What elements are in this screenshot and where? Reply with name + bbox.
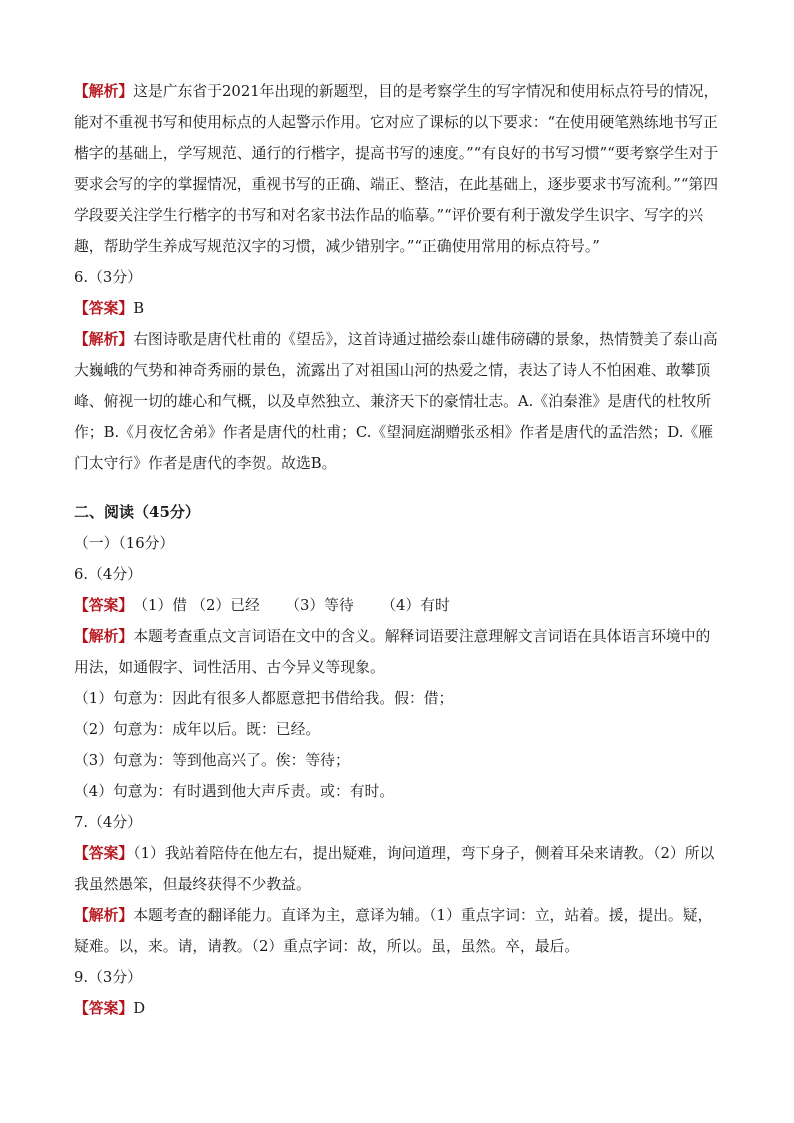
answer-line	[74, 993, 724, 1024]
answer-item: （4）有时	[381, 597, 450, 614]
list-item: （4）句意为：有时遇到他大声斥责。或：有时。	[74, 783, 395, 800]
answer-text: （1）我站着陪侍在他左右，提出疑难，询问道理，弯下身子，侧着耳朵来请教。（2）所以我虽然愚笨，但最终获得不少教益。	[74, 845, 715, 893]
question-heading-7: 7.（4分）	[74, 814, 142, 831]
answer-item: （1）借	[133, 597, 188, 614]
analysis-paragraph-poem	[74, 324, 724, 479]
analysis-tag: 【解析】	[74, 628, 134, 645]
list-item: （3）句意为：等到他高兴了。俟：等待；	[74, 752, 350, 769]
answer-text: B	[133, 300, 145, 317]
analysis-text: 本题考查的翻译能力。直译为主，意译为辅。（1）重点字词：立，站着。援，提出。疑，疑难。以，来。请，请教。（2）重点字词：故，所以。虽，虽然。卒，最后。	[74, 907, 713, 955]
analysis-text: 右图诗歌是唐代杜甫的《望岳》，这首诗通过描绘泰山雄伟磅礴的景象，热情赞美了泰山高大巍峨的气势和神奇秀丽的景色，流露出了对祖国山河的热爱之情，表达了诗人不怕困难、敢攀顶峰、俯视一切的雄心和气概，以及卓然独立、兼济天下的豪情壮志。A.《泊秦淮》是唐代的杜牧所作；B.《月夜忆舍弟》作者是唐代的杜甫；C.《望洞庭湖赠张丞相》作者是唐代的孟浩然；D.《雁门太守行》作者是唐代的李贺。故选B。	[74, 331, 718, 472]
answer-line	[74, 590, 724, 621]
answer-line	[74, 293, 724, 324]
section-spacer	[74, 479, 724, 497]
question-heading-9: 9.（3分）	[74, 969, 142, 986]
analysis-tag: 【解析】	[74, 83, 134, 100]
analysis-text: 本题考查重点文言词语在文中的含义。解释词语要注意理解文言词语在具体语言环境中的用法，如通假字、词性活用、古今异义等现象。	[74, 628, 711, 676]
analysis-paragraph-translation	[74, 900, 724, 962]
analysis-paragraph-vocab	[74, 621, 724, 683]
question-heading-6-4pts: 6.（4分）	[74, 566, 142, 583]
subsection-title: （一）（16分）	[74, 535, 175, 552]
answer-text: D	[133, 1000, 146, 1017]
analysis-text: 这是广东省于2021年出现的新题型，目的是考察学生的写字情况和使用标点符号的情况，能对不重视书写和使用标点的人起警示作用。它对应了课标的以下要求：“在使用硬笔熟练地书写正楷字的基础上，学写规范、通行的行楷字，提高书写的速度。”“有良好的书写习惯”“要考察学生对于要求会写的字的掌握情况，重视书写的正确、端正、整洁，在此基础上，逐步要求书写流利。”“第四学段要关注学生行楷字的书写和对名家书法作品的临摹。”“评价要有利于激发学生识字、写字的兴趣，帮助学生养成写规范汉字的习惯，减少错别字。”“正确使用常用的标点符号。”	[74, 83, 719, 255]
section-title-reading: 二、阅读（45分）	[74, 503, 200, 521]
question-heading-6-3pts: 6.（3分）	[74, 269, 142, 286]
list-item: （1）句意为：因此有很多人都愿意把书借给我。假：借；	[74, 690, 454, 707]
answer-tag: 【答案】	[74, 597, 134, 614]
answer-tag: 【答案】	[74, 300, 134, 317]
list-item: （2）句意为：成年以后。既：已经。	[74, 721, 321, 738]
analysis-tag: 【解析】	[74, 331, 134, 348]
answer-item: （2）已经	[191, 597, 260, 614]
answer-paragraph-translation	[74, 838, 724, 900]
analysis-tag: 【解析】	[74, 907, 134, 924]
document-content	[74, 76, 724, 1024]
analysis-paragraph-writing	[74, 76, 724, 262]
answer-tag: 【答案】	[74, 1000, 134, 1017]
answer-item: （3）等待	[285, 597, 354, 614]
answer-tag: 【答案】	[74, 845, 134, 862]
